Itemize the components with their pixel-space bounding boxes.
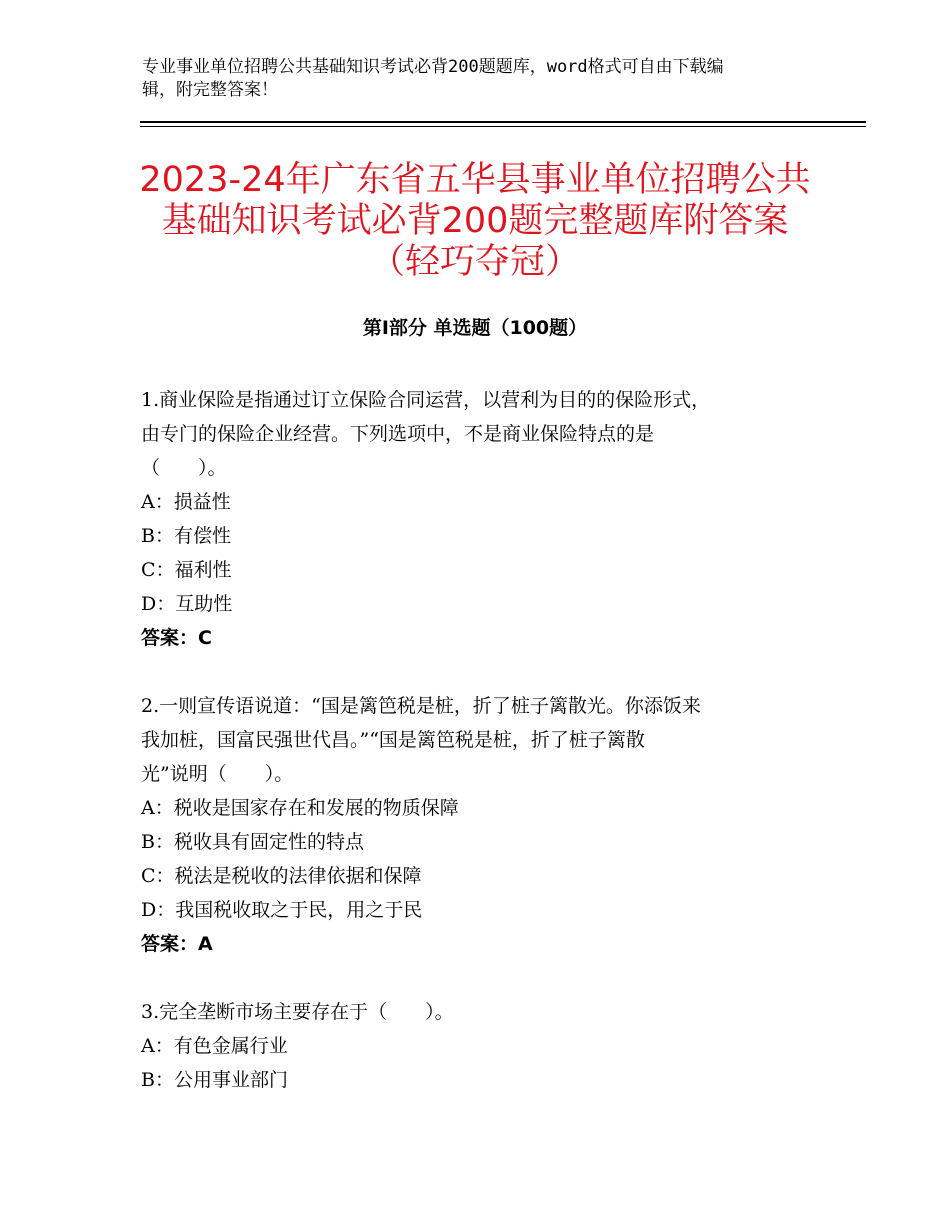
answer: 答案：C xyxy=(141,627,212,649)
option-a: A：税收是国家存在和发展的物质保障 xyxy=(141,797,459,819)
question-3 xyxy=(141,995,801,1097)
header-rule-thick xyxy=(140,121,866,123)
option-b: B：有偿性 xyxy=(141,525,231,547)
question-stem-line: 2.一则宣传语说道：“国是篱笆税是桩，折了桩子篱散光。你添饭来 xyxy=(141,695,701,717)
header-note-line: 辑，附完整答案！ xyxy=(142,80,278,100)
option-d: D：我国税收取之于民，用之于民 xyxy=(141,899,423,921)
option-c: C：税法是税收的法律依据和保障 xyxy=(141,865,422,887)
title-line: 基础知识考试必背200题完整题库附答案 xyxy=(161,201,789,241)
question-stem-line: 我加桩，国富民强世代昌。”“国是篱笆税是桩，折了桩子篱散 xyxy=(141,729,645,751)
question-stem-line: 由专门的保险企业经营。下列选项中，不是商业保险特点的是 xyxy=(141,423,655,445)
question-list xyxy=(141,383,801,1131)
header-note xyxy=(142,56,802,102)
option-a: A：损益性 xyxy=(141,491,231,513)
option-d: D：互助性 xyxy=(141,593,233,615)
document-title xyxy=(120,160,830,283)
answer: 答案：A xyxy=(141,933,213,955)
option-b: B：税收具有固定性的特点 xyxy=(141,831,364,853)
header-note-line: 专业事业单位招聘公共基础知识考试必背200题题库，word格式可自由下载编 xyxy=(142,57,724,77)
question-stem-line: （ ）。 xyxy=(141,457,227,479)
question-stem-line: 光”说明（ ）。 xyxy=(141,763,294,785)
title-line: 2023-24年广东省五华县事业单位招聘公共 xyxy=(139,160,811,200)
option-c: C：福利性 xyxy=(141,559,232,581)
question-2 xyxy=(141,689,801,961)
question-1 xyxy=(141,383,801,655)
title-line: （轻巧夺冠） xyxy=(369,242,580,282)
section-heading: 第Ⅰ部分 单选题（100题） xyxy=(362,317,588,339)
question-stem-line: 3.完全垄断市场主要存在于（ ）。 xyxy=(141,1001,454,1023)
header-rule-thin xyxy=(140,126,866,127)
question-stem-line: 1.商业保险是指通过订立保险合同运营，以营利为目的的保险形式， xyxy=(141,389,711,411)
option-a: A：有色金属行业 xyxy=(141,1035,288,1057)
option-b: B：公用事业部门 xyxy=(141,1069,288,1091)
